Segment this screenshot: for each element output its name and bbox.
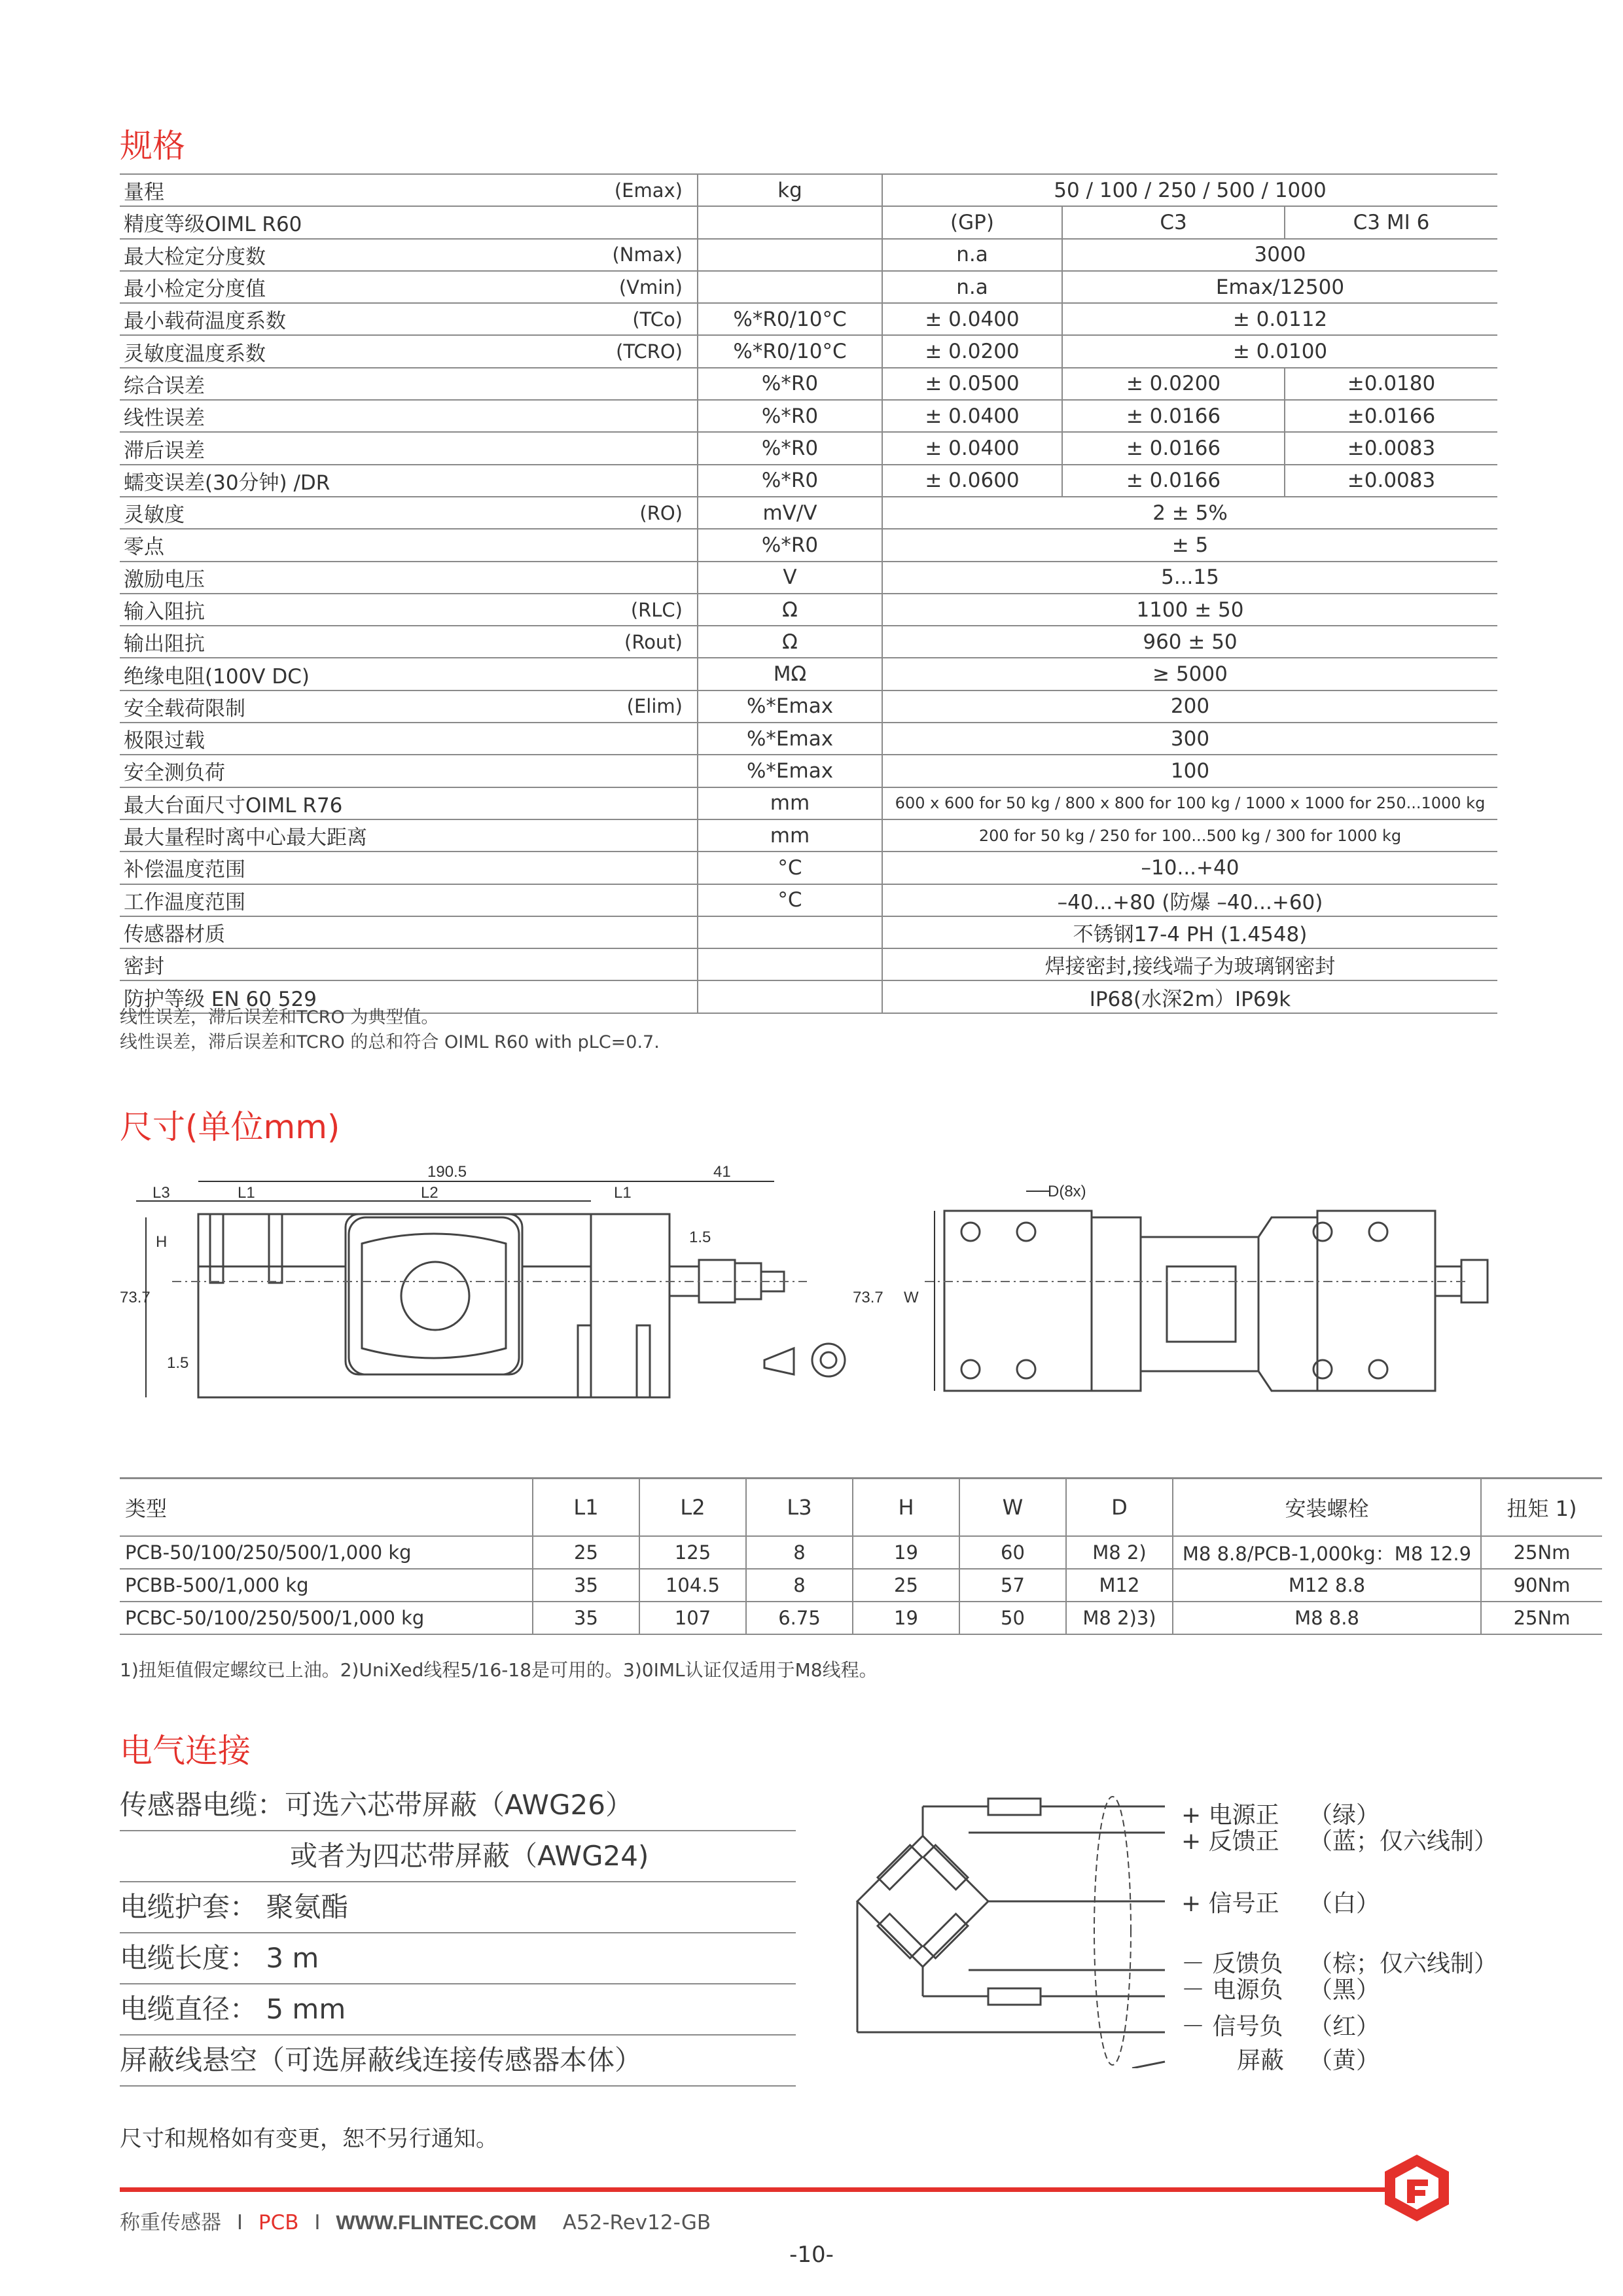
spec-value: C3 MI 6 <box>1285 206 1497 238</box>
spec-symbol: (RO) <box>639 501 683 524</box>
spec-row <box>120 174 1497 206</box>
spec-value: ±0.0083 <box>1285 432 1497 464</box>
footer <box>120 2206 711 2235</box>
wire-excitation-minus-color: （黑） <box>1309 1977 1380 2003</box>
dims-header-l1: L1 <box>533 1479 639 1537</box>
spec-label: 安全测负荷 <box>124 761 225 785</box>
wire-signal-minus-color: （红） <box>1309 2013 1380 2040</box>
page-number: -10- <box>789 2242 834 2268</box>
dims-header-torque: 扭矩 1) <box>1481 1479 1602 1537</box>
spec-symbol: (RLC) <box>630 598 683 621</box>
spec-value: –40...+80 (防爆 –40...+60) <box>882 884 1497 916</box>
spec-value: 200 for 50 kg / 250 for 100...500 kg / 300 for 1000 kg <box>882 819 1497 852</box>
spec-row <box>120 723 1497 755</box>
spec-value: –10...+40 <box>882 852 1497 884</box>
table-cell: 19 <box>853 1536 959 1569</box>
spec-label: 密封 <box>124 955 164 979</box>
spec-value: ± 0.0200 <box>1062 368 1285 400</box>
spec-value: ± 0.0200 <box>882 335 1062 367</box>
spec-label-cell <box>120 529 698 561</box>
spec-row <box>120 819 1497 852</box>
spec-label-cell <box>120 400 698 432</box>
spec-label: 工作温度范围 <box>124 890 245 914</box>
spec-value: ±0.0166 <box>1285 400 1497 432</box>
spec-value: ± 0.0600 <box>882 465 1062 497</box>
spec-value: n.a <box>882 271 1062 303</box>
spec-row <box>120 368 1497 400</box>
table-cell: M8 2) <box>1066 1536 1173 1569</box>
table-cell: 25Nm <box>1481 1602 1602 1634</box>
spec-unit: Ω <box>698 594 882 626</box>
spec-row <box>120 916 1497 948</box>
spec-value: ±0.0180 <box>1285 368 1497 400</box>
spec-unit <box>698 239 882 271</box>
spec-unit: %*R0 <box>698 432 882 464</box>
spec-title: 规格 <box>120 127 185 165</box>
spec-unit: %*R0/10°C <box>698 335 882 367</box>
footer-category: 称重传感器 <box>120 2211 221 2234</box>
spec-unit: %*Emax <box>698 755 882 787</box>
table-cell: 6.75 <box>746 1602 853 1634</box>
elec-diameter: 电缆直径： 5 mm <box>120 1984 796 2036</box>
spec-label: 精度等级OIML R60 <box>124 213 302 237</box>
spec-value: ±0.0083 <box>1285 465 1497 497</box>
wire-signal-plus: + 信号正 <box>1181 1890 1279 1917</box>
spec-symbol: (Vmin) <box>618 276 683 298</box>
dim-73-7-top: 73.7 <box>853 1289 883 1306</box>
dim-l3: L3 <box>152 1184 170 1202</box>
table-cell: 35 <box>533 1602 639 1634</box>
spec-unit: %*R0 <box>698 400 882 432</box>
table-cell: M12 <box>1066 1569 1173 1602</box>
spec-label: 补偿温度范围 <box>124 858 245 882</box>
spec-label: 蠕变误差(30分钟) /DR <box>124 471 330 495</box>
mounting-holes <box>961 1223 1387 1378</box>
spec-label-cell <box>120 787 698 819</box>
table-cell: 25 <box>853 1569 959 1602</box>
spec-row <box>120 691 1497 723</box>
spec-label: 零点 <box>124 535 164 560</box>
dims-header-h: H <box>853 1479 959 1537</box>
footer-separator: I <box>314 2211 321 2234</box>
spec-symbol: (TCo) <box>632 308 683 331</box>
table-cell: 125 <box>639 1536 746 1569</box>
spec-label-cell <box>120 723 698 755</box>
spec-row <box>120 432 1497 464</box>
table-row <box>120 1536 1602 1569</box>
spec-label: 激励电压 <box>124 567 205 592</box>
spec-row <box>120 626 1497 658</box>
table-cell: PCBC-50/100/250/500/1,000 kg <box>120 1602 533 1634</box>
dims-footnote: 1)扭矩值假定螺纹已上油。2)UniXed线程5/16-18是可用的。3)0IML认证仅适用于M8线程。 <box>120 1659 878 1681</box>
table-cell: 8 <box>746 1536 853 1569</box>
dim-l1-left: L1 <box>238 1184 255 1202</box>
spec-row <box>120 529 1497 561</box>
spec-row <box>120 271 1497 303</box>
spec-row <box>120 562 1497 594</box>
table-cell: PCB-50/100/250/500/1,000 kg <box>120 1536 533 1569</box>
spec-value: 100 <box>882 755 1497 787</box>
dimension-drawing <box>120 1152 1497 1433</box>
table-cell: 50 <box>959 1602 1066 1634</box>
side-view-hole <box>401 1262 469 1330</box>
spec-label-cell <box>120 755 698 787</box>
spec-label: 极限过载 <box>124 729 205 753</box>
spec-label-cell <box>120 174 698 206</box>
spec-unit: MΩ <box>698 658 882 690</box>
spec-label-cell <box>120 658 698 690</box>
spec-symbol: (TCRO) <box>616 340 683 363</box>
dims-title: 尺寸(单位mm) <box>120 1108 340 1146</box>
table-cell: 19 <box>853 1602 959 1634</box>
spec-unit: %*Emax <box>698 691 882 723</box>
spec-value: Emax/12500 <box>1062 271 1497 303</box>
spec-label-cell <box>120 303 698 335</box>
dim-h: H <box>156 1233 168 1251</box>
spec-value: 1100 ± 50 <box>882 594 1497 626</box>
spec-symbol: (Emax) <box>614 179 683 202</box>
table-cell: 60 <box>959 1536 1066 1569</box>
spec-label: 最小检定分度值 <box>124 278 266 302</box>
dims-header-bolt: 安装螺栓 <box>1173 1479 1481 1537</box>
spec-value: ± 0.0100 <box>1062 335 1497 367</box>
footer-separator: I <box>236 2211 243 2234</box>
dims-header-type: 类型 <box>120 1479 533 1537</box>
footer-product: PCB <box>258 2211 299 2234</box>
spec-symbol: (Rout) <box>624 630 683 653</box>
flintec-logo-icon <box>1381 2152 1453 2224</box>
electrical-title: 电气连接 <box>120 1732 251 1770</box>
elec-jacket: 电缆护套： 聚氨酯 <box>120 1882 796 1933</box>
spec-label: 安全载荷限制 <box>124 696 245 721</box>
elec-shield: 屏蔽线悬空（可选屏蔽线连接传感器本体） <box>120 2036 796 2087</box>
spec-label-cell <box>120 368 698 400</box>
spec-value: 50 / 100 / 250 / 500 / 1000 <box>882 174 1497 206</box>
dim-1-5-bottom: 1.5 <box>167 1354 189 1372</box>
spec-row <box>120 884 1497 916</box>
spec-value: n.a <box>882 239 1062 271</box>
spec-unit: mm <box>698 819 882 852</box>
spec-symbol: (Nmax) <box>612 243 683 266</box>
spec-value: 300 <box>882 723 1497 755</box>
spec-unit: mV/V <box>698 497 882 529</box>
spec-unit: %*R0 <box>698 529 882 561</box>
table-cell: 25Nm <box>1481 1536 1602 1569</box>
table-cell: M8 8.8 <box>1173 1602 1481 1634</box>
spec-note-1: 线性误差，滞后误差和TCRO 为典型值。 <box>120 1007 439 1028</box>
spec-label-cell <box>120 691 698 723</box>
wire-shield: 屏蔽 <box>1237 2047 1285 2074</box>
spec-label-cell <box>120 335 698 367</box>
dims-header-w: W <box>959 1479 1066 1537</box>
spec-unit: V <box>698 562 882 594</box>
spec-value: ± 0.0112 <box>1062 303 1497 335</box>
table-cell: M8 8.8/PCB-1,000kg：M8 12.9 <box>1173 1536 1481 1569</box>
spec-unit: %*R0 <box>698 368 882 400</box>
wire-excitation-minus: － 电源负 <box>1181 1977 1283 2003</box>
spec-value: 3000 <box>1062 239 1497 271</box>
wiring-diagram <box>838 1780 1178 2068</box>
spec-value: IP68(水深2m）IP69k <box>882 980 1497 1013</box>
spec-row <box>120 206 1497 238</box>
table-cell: 90Nm <box>1481 1569 1602 1602</box>
spec-table <box>120 173 1497 1014</box>
table-cell: 8 <box>746 1569 853 1602</box>
dims-header-d: D <box>1066 1479 1173 1537</box>
spec-label-cell <box>120 562 698 594</box>
spec-value: 200 <box>882 691 1497 723</box>
side-view-body <box>198 1214 591 1397</box>
spec-value: ± 0.0400 <box>882 432 1062 464</box>
spec-value: (GP) <box>882 206 1062 238</box>
spec-label-cell <box>120 497 698 529</box>
table-cell: 104.5 <box>639 1569 746 1602</box>
spec-row <box>120 465 1497 497</box>
spec-unit: °C <box>698 852 882 884</box>
wire-sense-minus: － 反馈负 <box>1181 1950 1283 1977</box>
spec-value: 600 x 600 for 50 kg / 800 x 800 for 100 kg / 1000 x 1000 for 250...1000 kg <box>882 787 1497 819</box>
footer-rule <box>120 2187 1422 2192</box>
dim-w: W <box>904 1289 919 1306</box>
spec-unit: mm <box>698 787 882 819</box>
spec-unit <box>698 916 882 948</box>
spec-value: 焊接密封,接线端子为玻璃钢密封 <box>882 948 1497 980</box>
spec-row <box>120 787 1497 819</box>
wire-sense-minus-color: （棕；仅六线制） <box>1309 1950 1498 1977</box>
spec-symbol: (Elim) <box>626 695 683 718</box>
spec-row <box>120 335 1497 367</box>
spec-label: 输出阻抗 <box>124 632 205 656</box>
table-cell: 35 <box>533 1569 639 1602</box>
spec-label: 最小载荷温度系数 <box>124 310 286 334</box>
dims-header-l3: L3 <box>746 1479 853 1537</box>
spec-row <box>120 948 1497 980</box>
spec-row <box>120 658 1497 690</box>
spec-label: 灵敏度 <box>124 503 185 528</box>
table-cell: PCBB-500/1,000 kg <box>120 1569 533 1602</box>
spec-label: 滞后误差 <box>124 439 205 463</box>
table-row <box>120 1602 1602 1634</box>
spec-value: ± 0.0400 <box>882 303 1062 335</box>
spec-label: 输入阻抗 <box>124 600 205 624</box>
spec-label-cell <box>120 948 698 980</box>
spec-value: 2 ± 5% <box>882 497 1497 529</box>
spec-label-cell <box>120 626 698 658</box>
dim-1-5-top: 1.5 <box>689 1229 711 1246</box>
dimensions-table <box>120 1477 1602 1635</box>
spec-row <box>120 755 1497 787</box>
spec-label-cell <box>120 465 698 497</box>
spec-value: 5...15 <box>882 562 1497 594</box>
spec-row <box>120 303 1497 335</box>
spec-note-2: 线性误差，滞后误差和TCRO 的总和符合 OIML R60 with pLC=0.7. <box>120 1032 660 1052</box>
spec-label: 最大量程时离中心最大距离 <box>124 826 367 850</box>
spec-row <box>120 400 1497 432</box>
spec-label-cell <box>120 206 698 238</box>
elec-cable: 传感器电缆：可选六芯带屏蔽（AWG26） <box>120 1780 796 1831</box>
dim-190-5: 190.5 <box>427 1163 467 1181</box>
spec-value: ≥ 5000 <box>882 658 1497 690</box>
spec-value: ± 0.0166 <box>1062 432 1285 464</box>
spec-label: 灵敏度温度系数 <box>124 342 266 366</box>
elec-cable-alt: 或者为四芯带屏蔽（AWG24) <box>120 1831 796 1882</box>
spec-unit: %*R0/10°C <box>698 303 882 335</box>
spec-unit <box>698 980 882 1013</box>
spec-label-cell <box>120 884 698 916</box>
wire-sense-plus: + 反馈正 <box>1181 1828 1279 1855</box>
spec-value: ± 0.0400 <box>882 400 1062 432</box>
elec-length: 电缆长度： 3 m <box>120 1933 796 1984</box>
spec-unit: %*Emax <box>698 723 882 755</box>
spec-label-cell <box>120 916 698 948</box>
table-cell: 107 <box>639 1602 746 1634</box>
spec-unit <box>698 206 882 238</box>
spec-value: ± 0.0166 <box>1062 465 1285 497</box>
spec-value: ± 0.0166 <box>1062 400 1285 432</box>
dim-41: 41 <box>713 1163 731 1181</box>
spec-label: 量程 <box>124 181 164 205</box>
spec-label: 绝缘电阻(100V DC) <box>124 664 310 689</box>
spec-row <box>120 239 1497 271</box>
spec-label: 传感器材质 <box>124 922 225 946</box>
wire-excitation-plus: + 电源正 <box>1181 1802 1279 1829</box>
spec-label-cell <box>120 852 698 884</box>
spec-label: 最大检定分度数 <box>124 245 266 269</box>
dim-l1-right: L1 <box>614 1184 632 1202</box>
spec-label: 综合误差 <box>124 374 205 398</box>
table-row <box>120 1569 1602 1602</box>
spec-label-cell <box>120 239 698 271</box>
spec-value: 不锈钢17-4 PH (1.4548) <box>882 916 1497 948</box>
dim-d-8x: D(8x) <box>1048 1183 1086 1200</box>
spec-label-cell <box>120 432 698 464</box>
dims-header-l2: L2 <box>639 1479 746 1537</box>
table-cell: 57 <box>959 1569 1066 1602</box>
footer-doc-id: A52-Rev12-GB <box>562 2211 711 2234</box>
spec-unit <box>698 271 882 303</box>
spec-row <box>120 852 1497 884</box>
spec-value: C3 <box>1062 206 1285 238</box>
spec-row <box>120 594 1497 626</box>
spec-label-cell <box>120 819 698 852</box>
spec-unit: %*R0 <box>698 465 882 497</box>
spec-label: 线性误差 <box>124 406 205 431</box>
spec-unit: Ω <box>698 626 882 658</box>
dim-73-7-side: 73.7 <box>120 1289 151 1306</box>
table-cell: M12 8.8 <box>1173 1569 1481 1602</box>
wire-sense-plus-color: （蓝；仅六线制） <box>1309 1828 1498 1855</box>
wire-excitation-plus-color: （绿） <box>1309 1802 1380 1829</box>
spec-unit: °C <box>698 884 882 916</box>
dims-header-row <box>120 1479 1602 1537</box>
wire-shield-color: （黄） <box>1309 2047 1380 2074</box>
table-cell: M8 2)3) <box>1066 1602 1173 1634</box>
wire-signal-minus: － 信号负 <box>1181 2013 1283 2040</box>
spec-label: 防护等级 EN 60 529 <box>124 987 317 1011</box>
spec-value: ± 5 <box>882 529 1497 561</box>
spec-value: ± 0.0500 <box>882 368 1062 400</box>
spec-row <box>120 497 1497 529</box>
dim-l2: L2 <box>421 1184 438 1202</box>
spec-label-cell <box>120 594 698 626</box>
disclaimer: 尺寸和规格如有变更，恕不另行通知。 <box>120 2126 498 2152</box>
table-cell: 25 <box>533 1536 639 1569</box>
spec-value: 960 ± 50 <box>882 626 1497 658</box>
spec-label-cell <box>120 271 698 303</box>
spec-unit <box>698 948 882 980</box>
spec-unit: kg <box>698 174 882 206</box>
footer-website[interactable]: WWW.FLINTEC.COM <box>336 2211 537 2234</box>
wire-signal-plus-color: （白） <box>1309 1890 1380 1917</box>
spec-label: 最大台面尺寸OIML R76 <box>124 793 343 817</box>
